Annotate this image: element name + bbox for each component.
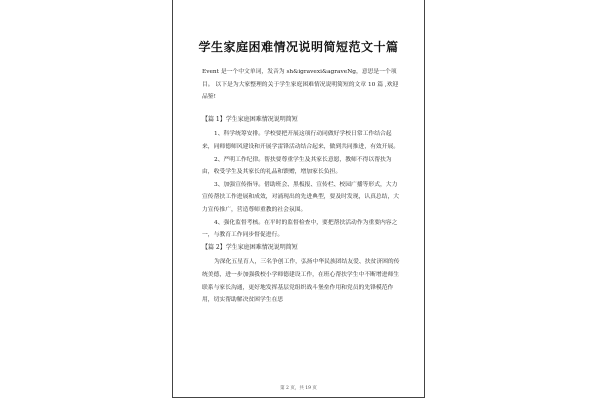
section-heading-1: 【篇 1】学生家庭困难情况说明简短 (202, 115, 298, 123)
section-2-paragraph-1: 为深化五星育人，三名争创工作，弘扬中华民族团结友爱、扶贫济困的传统美德，进一步加强我校小学师德建设工作，在班心帮扶学生中不断增进师生联系与家长沟通，更好地发挥基层党组织战斗堡垒作用和党员的先锋模范作用，切实帮助解决贫困学生在思 (202, 259, 400, 304)
section-1-paragraph-3: 3、加强宣传指导。借助班会、黑板报、宣传栏、校园广播等形式，大力宣传帮扶工作进展和成效，对涌现出的先进典型，要及时发现，认真总结，大力宣传推广，营造尊师重教的社会氛围。 (202, 181, 400, 213)
document-page (172, 0, 425, 398)
document-title: 学生家庭困难情况说明简短范文十篇 (198, 40, 399, 54)
document-body (202, 66, 402, 307)
section-1-paragraph-4: 4、强化监督考核。在平时的监督检查中，要把帮扶活动作为重要内容之一，与教育工作同步督促进行。 (202, 219, 398, 239)
section-1-paragraph-2: 2、严明工作纪律。帮扶要尊重学生及其家长意愿，教师不得以帮扶为由，收受学生及其家长的礼品和馈赠，增加家长负担。 (202, 156, 392, 176)
page-footer: 第 2 页，共 19 页 (280, 386, 317, 391)
section-1-paragraph-1: 1、科学统筹安排。学校要把开展这项行动同做好学校日常工作结合起来，同师德师风建设和开展学雷锋活动结合起来，做到共同推进，有效开展。 (202, 131, 400, 150)
section-heading-2: 【篇 2】学生家庭困难情况说明简短 (202, 243, 298, 251)
intro-paragraph: Event 是一个中文单词，发音为 sh&igravexi&agraveNg，意思是一个项目。 以下是为大家整理的关于学生家庭困难情况说明简短的文章 10 篇 ,欢迎品鉴! (202, 69, 399, 101)
